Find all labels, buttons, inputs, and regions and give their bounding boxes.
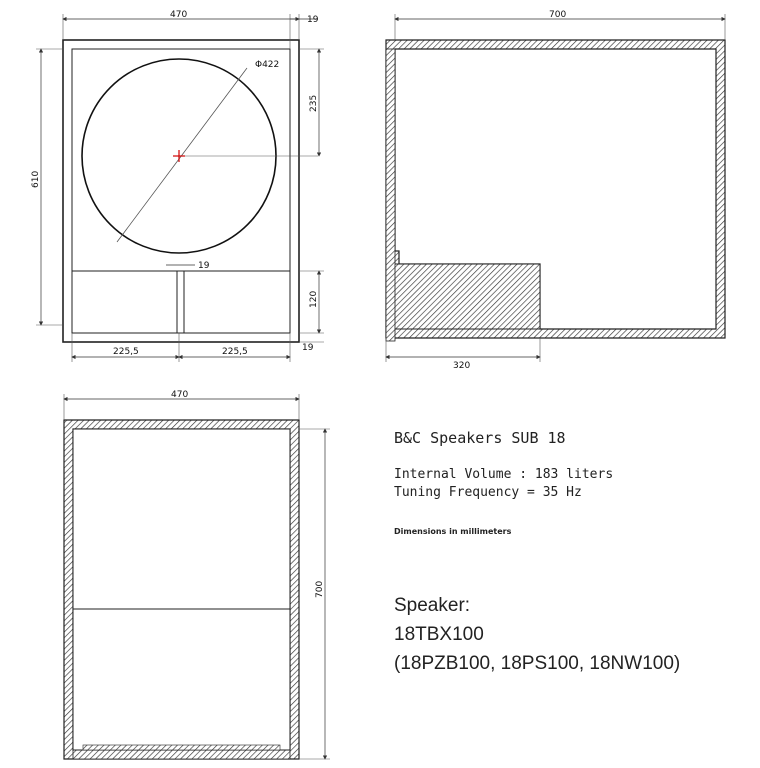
dimensions-note: Dimensions in millimeters [394, 527, 512, 536]
internal-volume: Internal Volume : 183 liters [394, 467, 614, 482]
front-baffle-inner [72, 49, 290, 333]
top-inner-cavity [73, 429, 290, 750]
front-view [31, 10, 324, 362]
center-cross [173, 150, 185, 162]
dim-port-left: 225,5 [113, 347, 139, 357]
front-baffle-outer [63, 40, 299, 342]
dim-bottom-panel: 19 [302, 343, 314, 353]
dim-port-right: 225,5 [222, 347, 248, 357]
speaker-model: 18TBX100 [394, 624, 484, 645]
dim-center-offset: 235 [309, 94, 319, 112]
top-front-panel [73, 750, 290, 759]
dim-woofer-dia: Φ422 [255, 60, 280, 70]
dim-top-depth: 700 [315, 580, 325, 598]
diameter-line [117, 68, 247, 242]
tuning-frequency: Tuning Frequency = 35 Hz [394, 485, 582, 500]
speaker-label: Speaker: [394, 595, 471, 616]
dim-panel-right: 19 [307, 15, 319, 25]
dim-port-height: 120 [309, 290, 319, 308]
port-floor [390, 264, 540, 329]
drawing-title: B&C Speakers SUB 18 [394, 429, 566, 447]
top-section [64, 390, 330, 759]
side-section [386, 10, 725, 371]
speaker-alternatives: (18PZB100, 18PS100, 18NW100) [394, 653, 681, 674]
dim-divider: 19 [198, 261, 210, 271]
baffle-front-panel [386, 49, 395, 341]
dim-height: 610 [31, 170, 41, 188]
port-divider [177, 271, 184, 333]
dim-side-depth: 700 [549, 10, 567, 20]
dim-width-top: 470 [170, 10, 188, 20]
dim-port-depth: 320 [453, 361, 471, 371]
dim-top-width: 470 [171, 390, 189, 400]
